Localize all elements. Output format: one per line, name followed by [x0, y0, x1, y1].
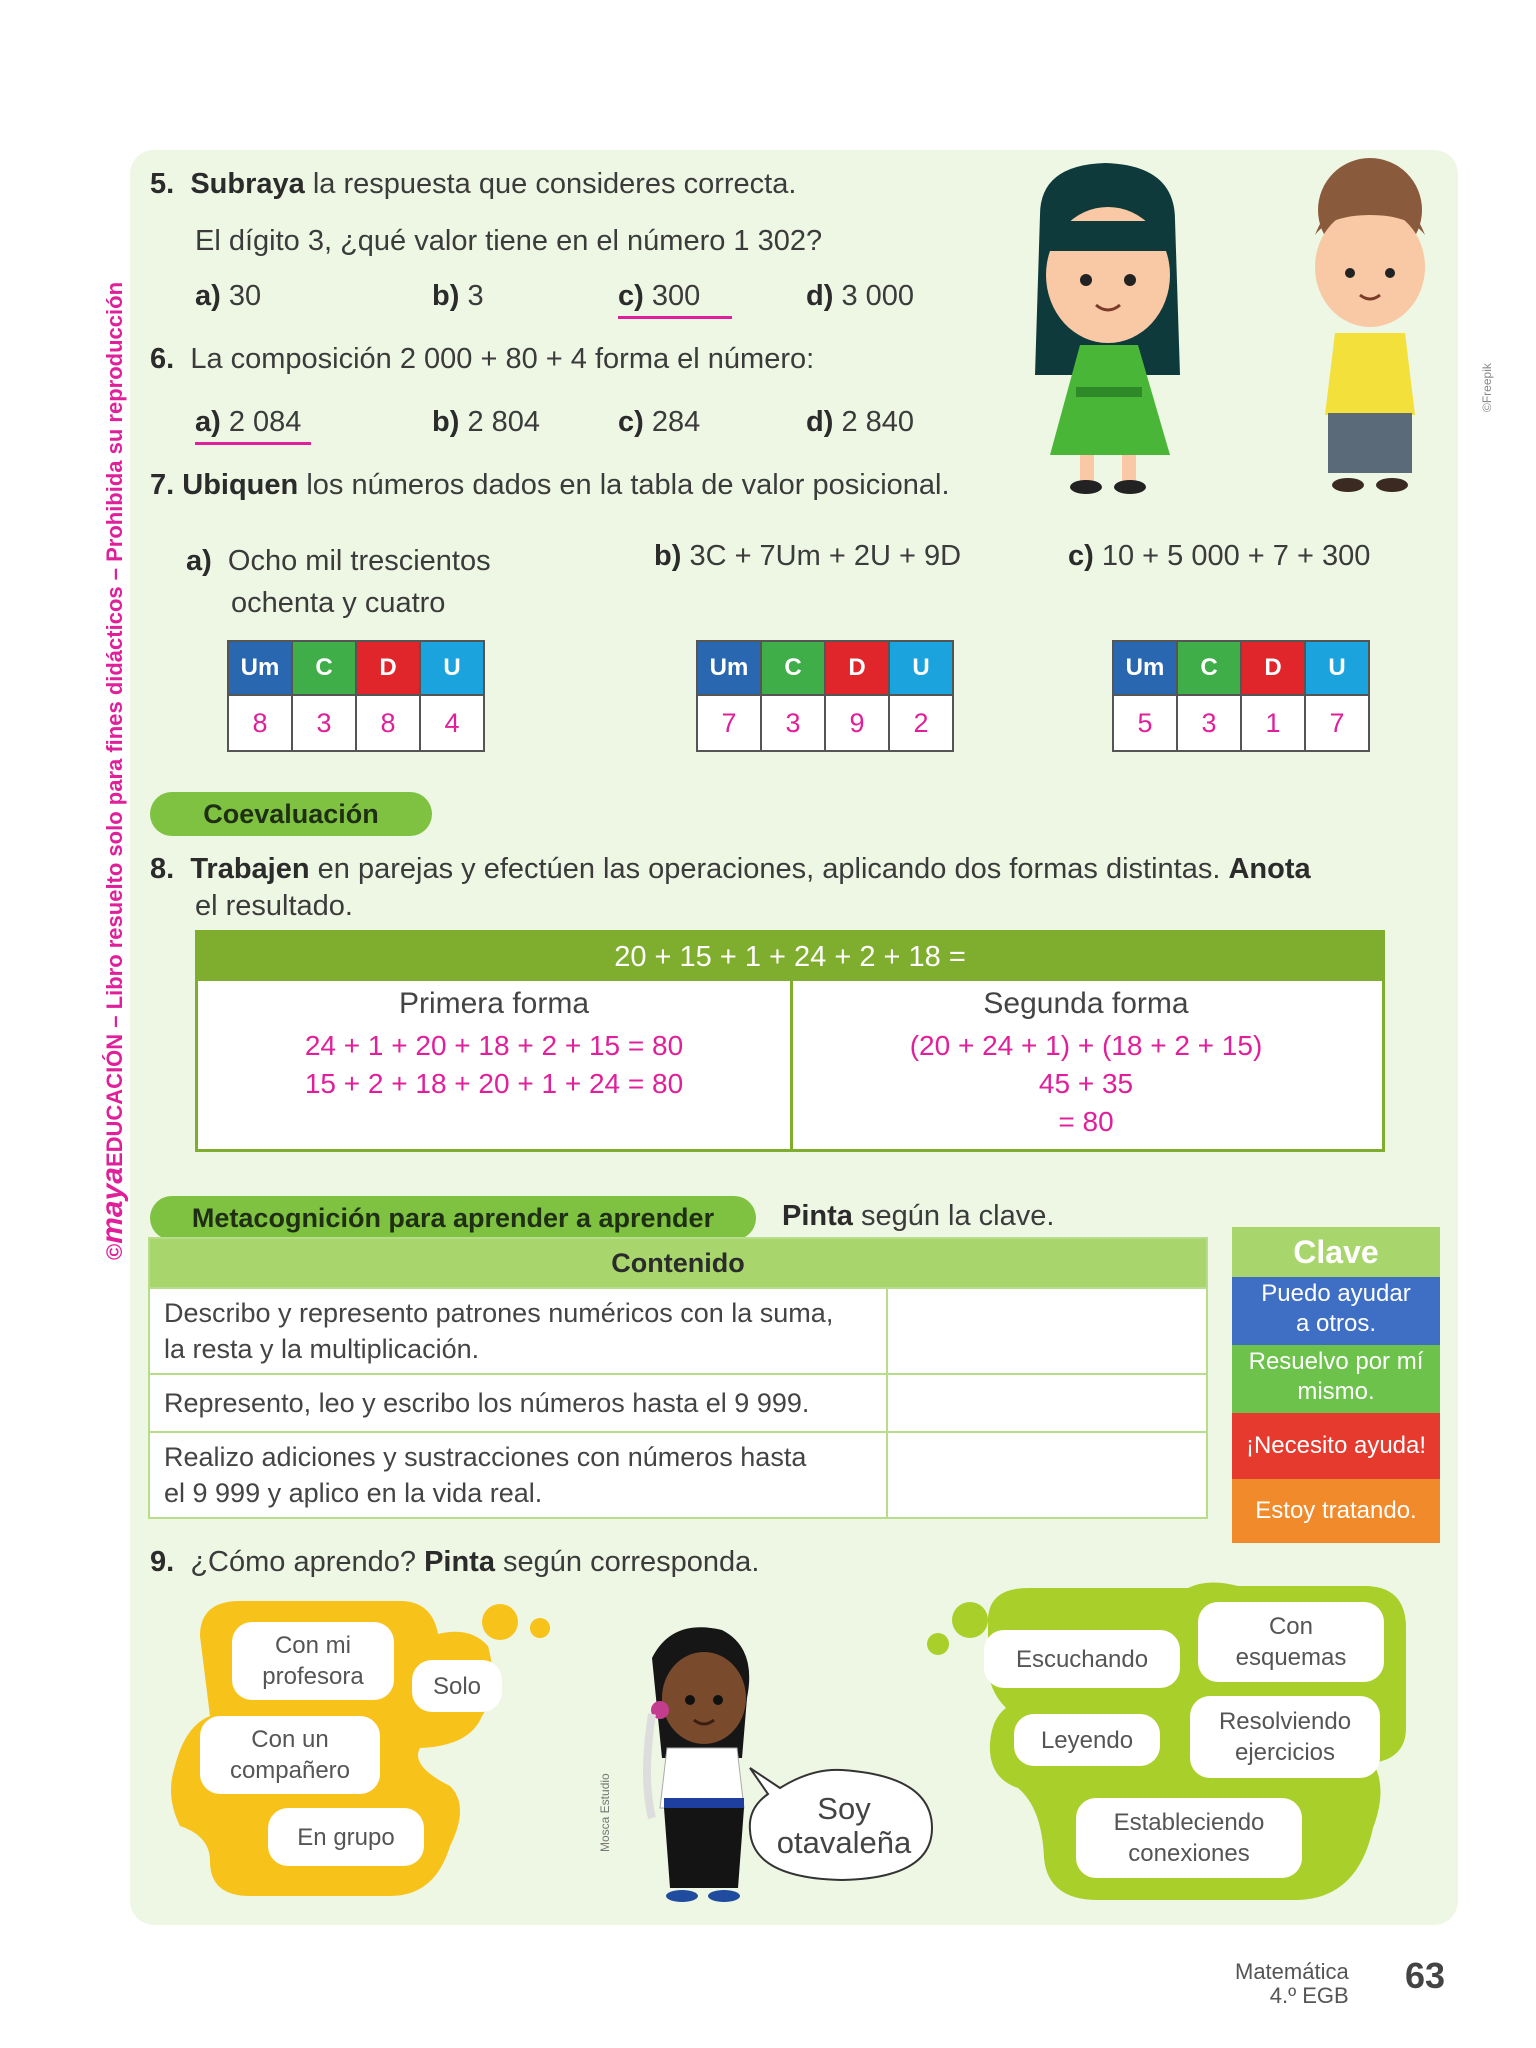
boy-figure — [1315, 158, 1425, 492]
option-con-mi-profesora[interactable]: Con mi profesora — [232, 1622, 394, 1700]
q5-instruction: 5. Subraya la respuesta que consideres correcta. — [150, 168, 797, 200]
mosca-credit: Mosca Estudio — [598, 1773, 612, 1852]
q6-option-b[interactable]: b) 2 804 — [432, 406, 541, 438]
option-resolviendo-ejercicios[interactable]: Resolviendo ejercicios — [1190, 1696, 1380, 1778]
content-row-1: Describo y represento patrones numéricos con la suma, la resta y la multiplicación. — [149, 1288, 887, 1374]
paint-cell-1[interactable] — [887, 1288, 1207, 1374]
option-en-grupo[interactable]: En grupo — [268, 1808, 424, 1866]
clave-item-trying: Estoy tratando. — [1232, 1479, 1440, 1543]
q7-item-b: b) 3C + 7Um + 2U + 9D — [654, 540, 962, 572]
q8-instruction: 8. Trabajen en parejas y efectúen las operaciones, aplicando dos formas distintas. Anota — [150, 853, 1311, 885]
clave-item-by-myself: Resuelvo por mí mismo. — [1232, 1345, 1440, 1413]
metacognition-table: Contenido Describo y represento patrones numéricos con la suma, la resta y la multiplicación. Represento, leo y escribo los números hasta el 9 999. Realizo adiciones y sustracciones con números hasta el 9 999 y aplico en la vida real. — [148, 1237, 1208, 1519]
content-row-3: Realizo adiciones y sustracciones con números hasta el 9 999 y aplico en la vida real. — [149, 1432, 887, 1518]
clave-title: Clave — [1232, 1227, 1440, 1277]
q5-answer-underline — [618, 316, 732, 319]
footer-subject: Matemática 4.º EGB — [1235, 1959, 1349, 2008]
clave-item-need-help: ¡Necesito ayuda! — [1232, 1413, 1440, 1479]
second-way-column: Segunda forma (20 + 24 + 1) + (18 + 2 + 15) 45 + 35 = 80 — [909, 987, 1263, 1137]
option-con-esquemas[interactable]: Con esquemas — [1198, 1602, 1384, 1682]
q6-answer-underline — [195, 442, 311, 445]
first-way-column: Primera forma 24 + 1 + 20 + 18 + 2 + 15 = 80 15 + 2 + 18 + 20 + 1 + 24 = 80 — [198, 981, 793, 1149]
content-row-2: Represento, leo y escribo los números hasta el 9 999. — [149, 1374, 887, 1432]
q7-instruction: 7. Ubiquen los números dados en la tabla de valor posicional. — [150, 469, 950, 501]
q8-instruction-cont: el resultado. — [195, 890, 353, 922]
q7-item-a: a) Ocho mil trescientos ochenta y cuatro — [186, 545, 491, 619]
place-value-table-c: Um C D U 5 3 1 7 — [1112, 640, 1370, 752]
option-escuchando[interactable]: Escuchando — [984, 1630, 1180, 1688]
q6-option-a[interactable]: a) 2 084 — [195, 406, 302, 438]
q5-option-b[interactable]: b) 3 — [432, 280, 484, 312]
clave-legend — [1232, 1227, 1440, 1543]
option-leyendo[interactable]: Leyendo — [1014, 1714, 1160, 1766]
q7-item-c: c) 10 + 5 000 + 7 + 300 — [1068, 540, 1371, 572]
page-number: 63 — [1405, 1955, 1446, 1996]
girl-figure — [1035, 163, 1180, 494]
metacognicion-pill: Metacognición para aprender a aprender — [150, 1196, 756, 1240]
place-value-table-b: Um C D U 7 3 9 2 — [696, 640, 954, 752]
copyright-side-text: ©mayaEDUCACIÓN – Libro resuelto solo para fines didácticos – Prohibida su reproducción — [96, 281, 129, 1260]
q5-option-c[interactable]: c) 300 — [618, 280, 701, 312]
metacog-instruction: Pinta según la clave. — [782, 1200, 1055, 1232]
place-value-table-a: Um C D U 8 3 8 4 — [227, 640, 485, 752]
q5-option-a[interactable]: a) 30 — [195, 280, 262, 312]
q5-option-d[interactable]: d) 3 000 — [806, 280, 915, 312]
speech-text: Soy otavaleña — [776, 1791, 912, 1860]
paint-cell-2[interactable] — [887, 1374, 1207, 1432]
clave-item-help-others: Puedo ayudar a otros. — [1232, 1277, 1440, 1345]
option-estableciendo-conexiones[interactable]: Estableciendo conexiones — [1076, 1798, 1302, 1878]
q5-question: El dígito 3, ¿qué valor tiene en el número 1 302? — [195, 225, 823, 257]
q6-instruction: 6. La composición 2 000 + 80 + 4 forma el número: — [150, 343, 815, 375]
option-solo[interactable]: Solo — [412, 1660, 502, 1712]
q6-option-d[interactable]: d) 2 840 — [806, 406, 915, 438]
q9-instruction: 9. ¿Cómo aprendo? Pinta según corresponda. — [150, 1546, 760, 1578]
q6-option-c[interactable]: c) 284 — [618, 406, 701, 438]
freepik-credit: ©Freepik — [1480, 363, 1494, 412]
operations-box — [195, 930, 1385, 1152]
paint-cell-3[interactable] — [887, 1432, 1207, 1518]
operations-header: 20 + 15 + 1 + 24 + 2 + 18 = — [198, 933, 1382, 981]
children-illustration — [1010, 155, 1450, 495]
option-con-un-companero[interactable]: Con un compañero — [200, 1716, 380, 1794]
coevaluacion-pill: Coevaluación — [150, 792, 432, 836]
